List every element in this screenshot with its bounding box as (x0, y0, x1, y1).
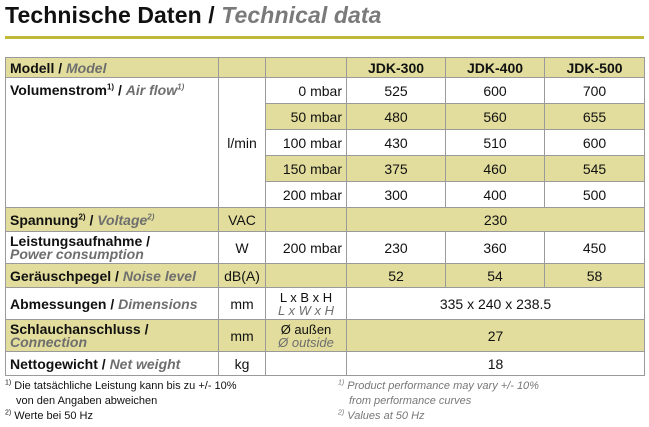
value-cell: 58 (545, 264, 645, 288)
connection-label-en: Connection (10, 333, 87, 350)
dimensions-label-en: Dimensions (118, 295, 198, 312)
footnote-text: Werte bei 50 Hz (14, 410, 93, 422)
pressure-cell: 0 mbar (266, 78, 347, 104)
voltage-label-en: Voltage (97, 211, 148, 228)
voltage-condition-cell (266, 208, 347, 232)
value-cell: 52 (347, 264, 446, 288)
footnote-marker: 1) (106, 82, 115, 92)
footnotes-en (338, 379, 539, 424)
weight-label-en: Net weight (109, 355, 181, 372)
voltage-unit-cell: VAC (219, 208, 266, 232)
pressure-cell: 200 mbar (266, 182, 347, 208)
power-label-cell (6, 232, 219, 264)
condition-header-cell (266, 58, 347, 78)
value-cell: 700 (545, 78, 645, 104)
title-underline (5, 36, 644, 39)
dimensions-label-de: Abmessungen (10, 295, 107, 312)
footnote-line (5, 379, 237, 394)
airflow-label-cell: Volumenstrom$^{1)}$ / Air flow$^{1)}$ (6, 78, 219, 208)
dimensions-label-cell: Abmessungen / Dimensions (6, 288, 219, 320)
table-header-row (6, 58, 645, 78)
footnote-text: Values at 50 Hz (347, 410, 425, 422)
model-label-de: Modell (10, 59, 55, 76)
dimensions-cond-de: L x B x H (279, 289, 333, 305)
value-cell: 545 (545, 156, 645, 182)
airflow-unit-cell: l/min (219, 78, 266, 208)
title-de: Technische Daten (5, 2, 202, 28)
footnote-marker: 1) (177, 82, 185, 92)
connection-condition-cell (266, 320, 347, 352)
noise-condition-cell (266, 264, 347, 288)
power-condition-cell: 200 mbar (266, 232, 347, 264)
dimensions-condition-cell (266, 288, 347, 320)
connection-cond-de: Ø außen (280, 321, 332, 337)
weight-label-cell: Nettogewicht / Net weight (6, 352, 219, 376)
table-row (6, 232, 645, 264)
footnote-marker: 2) (5, 409, 12, 417)
weight-value-cell: 18 (347, 352, 645, 376)
model-header-cell: Modell / Model (6, 58, 219, 78)
value-cell: 430 (347, 130, 446, 156)
footnote-line (338, 409, 539, 424)
noise-unit-cell: dB(A) (219, 264, 266, 288)
table-row (6, 78, 645, 104)
value-cell: 525 (347, 78, 446, 104)
value-cell: 500 (545, 182, 645, 208)
page-title (5, 2, 382, 29)
value-cell: 600 (446, 78, 545, 104)
footnotes-de (5, 379, 237, 424)
noise-label-en: Noise level (122, 267, 196, 284)
footnote-marker: 2) (338, 409, 345, 417)
title-en: Technical data (221, 2, 382, 28)
footnote-text: Product performance may vary +/- 10% (347, 380, 539, 392)
footnote-text: Die tatsächliche Leistung kann bis zu +/- 10% (14, 380, 237, 392)
connection-cond-en: Ø outside (278, 334, 334, 350)
value-cell: 460 (446, 156, 545, 182)
footnote-line: from performance curves (349, 395, 472, 407)
voltage-label-cell: Spannung$^{2)}$ / Voltage$^{2)}$ (6, 208, 219, 232)
value-cell: 600 (545, 130, 645, 156)
title-separator: / (201, 2, 222, 28)
connection-value-cell: 27 (347, 320, 645, 352)
power-label-en: Power consumption (10, 245, 144, 262)
connection-label-de: Schlauchanschluss / (10, 320, 149, 337)
table-row (6, 352, 645, 376)
model-name-cell: JDK-500 (545, 58, 645, 78)
unit-header-cell (219, 58, 266, 78)
noise-label-de: Geräuschpegel (10, 267, 112, 284)
pressure-cell: 100 mbar (266, 130, 347, 156)
noise-label-cell: Geräuschpegel / Noise level (6, 264, 219, 288)
model-name-cell: JDK-300 (347, 58, 446, 78)
connection-unit-cell: mm (219, 320, 266, 352)
table-row (6, 264, 645, 288)
table-row (6, 208, 645, 232)
table-row (6, 288, 645, 320)
voltage-label-de: Spannung (10, 211, 79, 228)
value-cell: 375 (347, 156, 446, 182)
weight-condition-cell (266, 352, 347, 376)
footnote-marker: 1) (338, 379, 345, 387)
value-cell: 560 (446, 104, 545, 130)
connection-label-cell (6, 320, 219, 352)
voltage-value-cell: 230 (347, 208, 645, 232)
airflow-label-de: Volumenstrom (10, 82, 107, 98)
value-cell: 300 (347, 182, 446, 208)
power-label-de: Leistungsaufnahme / (10, 232, 151, 249)
footnote-marker: 2) (147, 211, 155, 221)
dimensions-value-cell: 335 x 240 x 238.5 (347, 288, 645, 320)
footnote-line: von den Angaben abweichen (16, 395, 158, 407)
model-name-cell: JDK-400 (446, 58, 545, 78)
footnote-marker: 1) (5, 379, 12, 387)
weight-label-de: Nettogewicht (10, 355, 98, 372)
footnote-line (338, 379, 539, 394)
value-cell: 480 (347, 104, 446, 130)
model-label-en: Model (66, 59, 107, 76)
value-cell: 450 (545, 232, 645, 264)
footnote-marker: 2) (78, 211, 86, 221)
table-row (6, 320, 645, 352)
value-cell: 655 (545, 104, 645, 130)
weight-unit-cell: kg (219, 352, 266, 376)
value-cell: 54 (446, 264, 545, 288)
power-unit-cell: W (219, 232, 266, 264)
pressure-cell: 150 mbar (266, 156, 347, 182)
footnote-line (5, 409, 237, 424)
spec-table (5, 57, 645, 376)
dimensions-unit-cell: mm (219, 288, 266, 320)
value-cell: 360 (446, 232, 545, 264)
pressure-cell: 50 mbar (266, 104, 347, 130)
value-cell: 230 (347, 232, 446, 264)
dimensions-cond-en: L x W x H (277, 302, 335, 318)
airflow-label-en: Air flow (125, 82, 178, 98)
value-cell: 400 (446, 182, 545, 208)
value-cell: 510 (446, 130, 545, 156)
